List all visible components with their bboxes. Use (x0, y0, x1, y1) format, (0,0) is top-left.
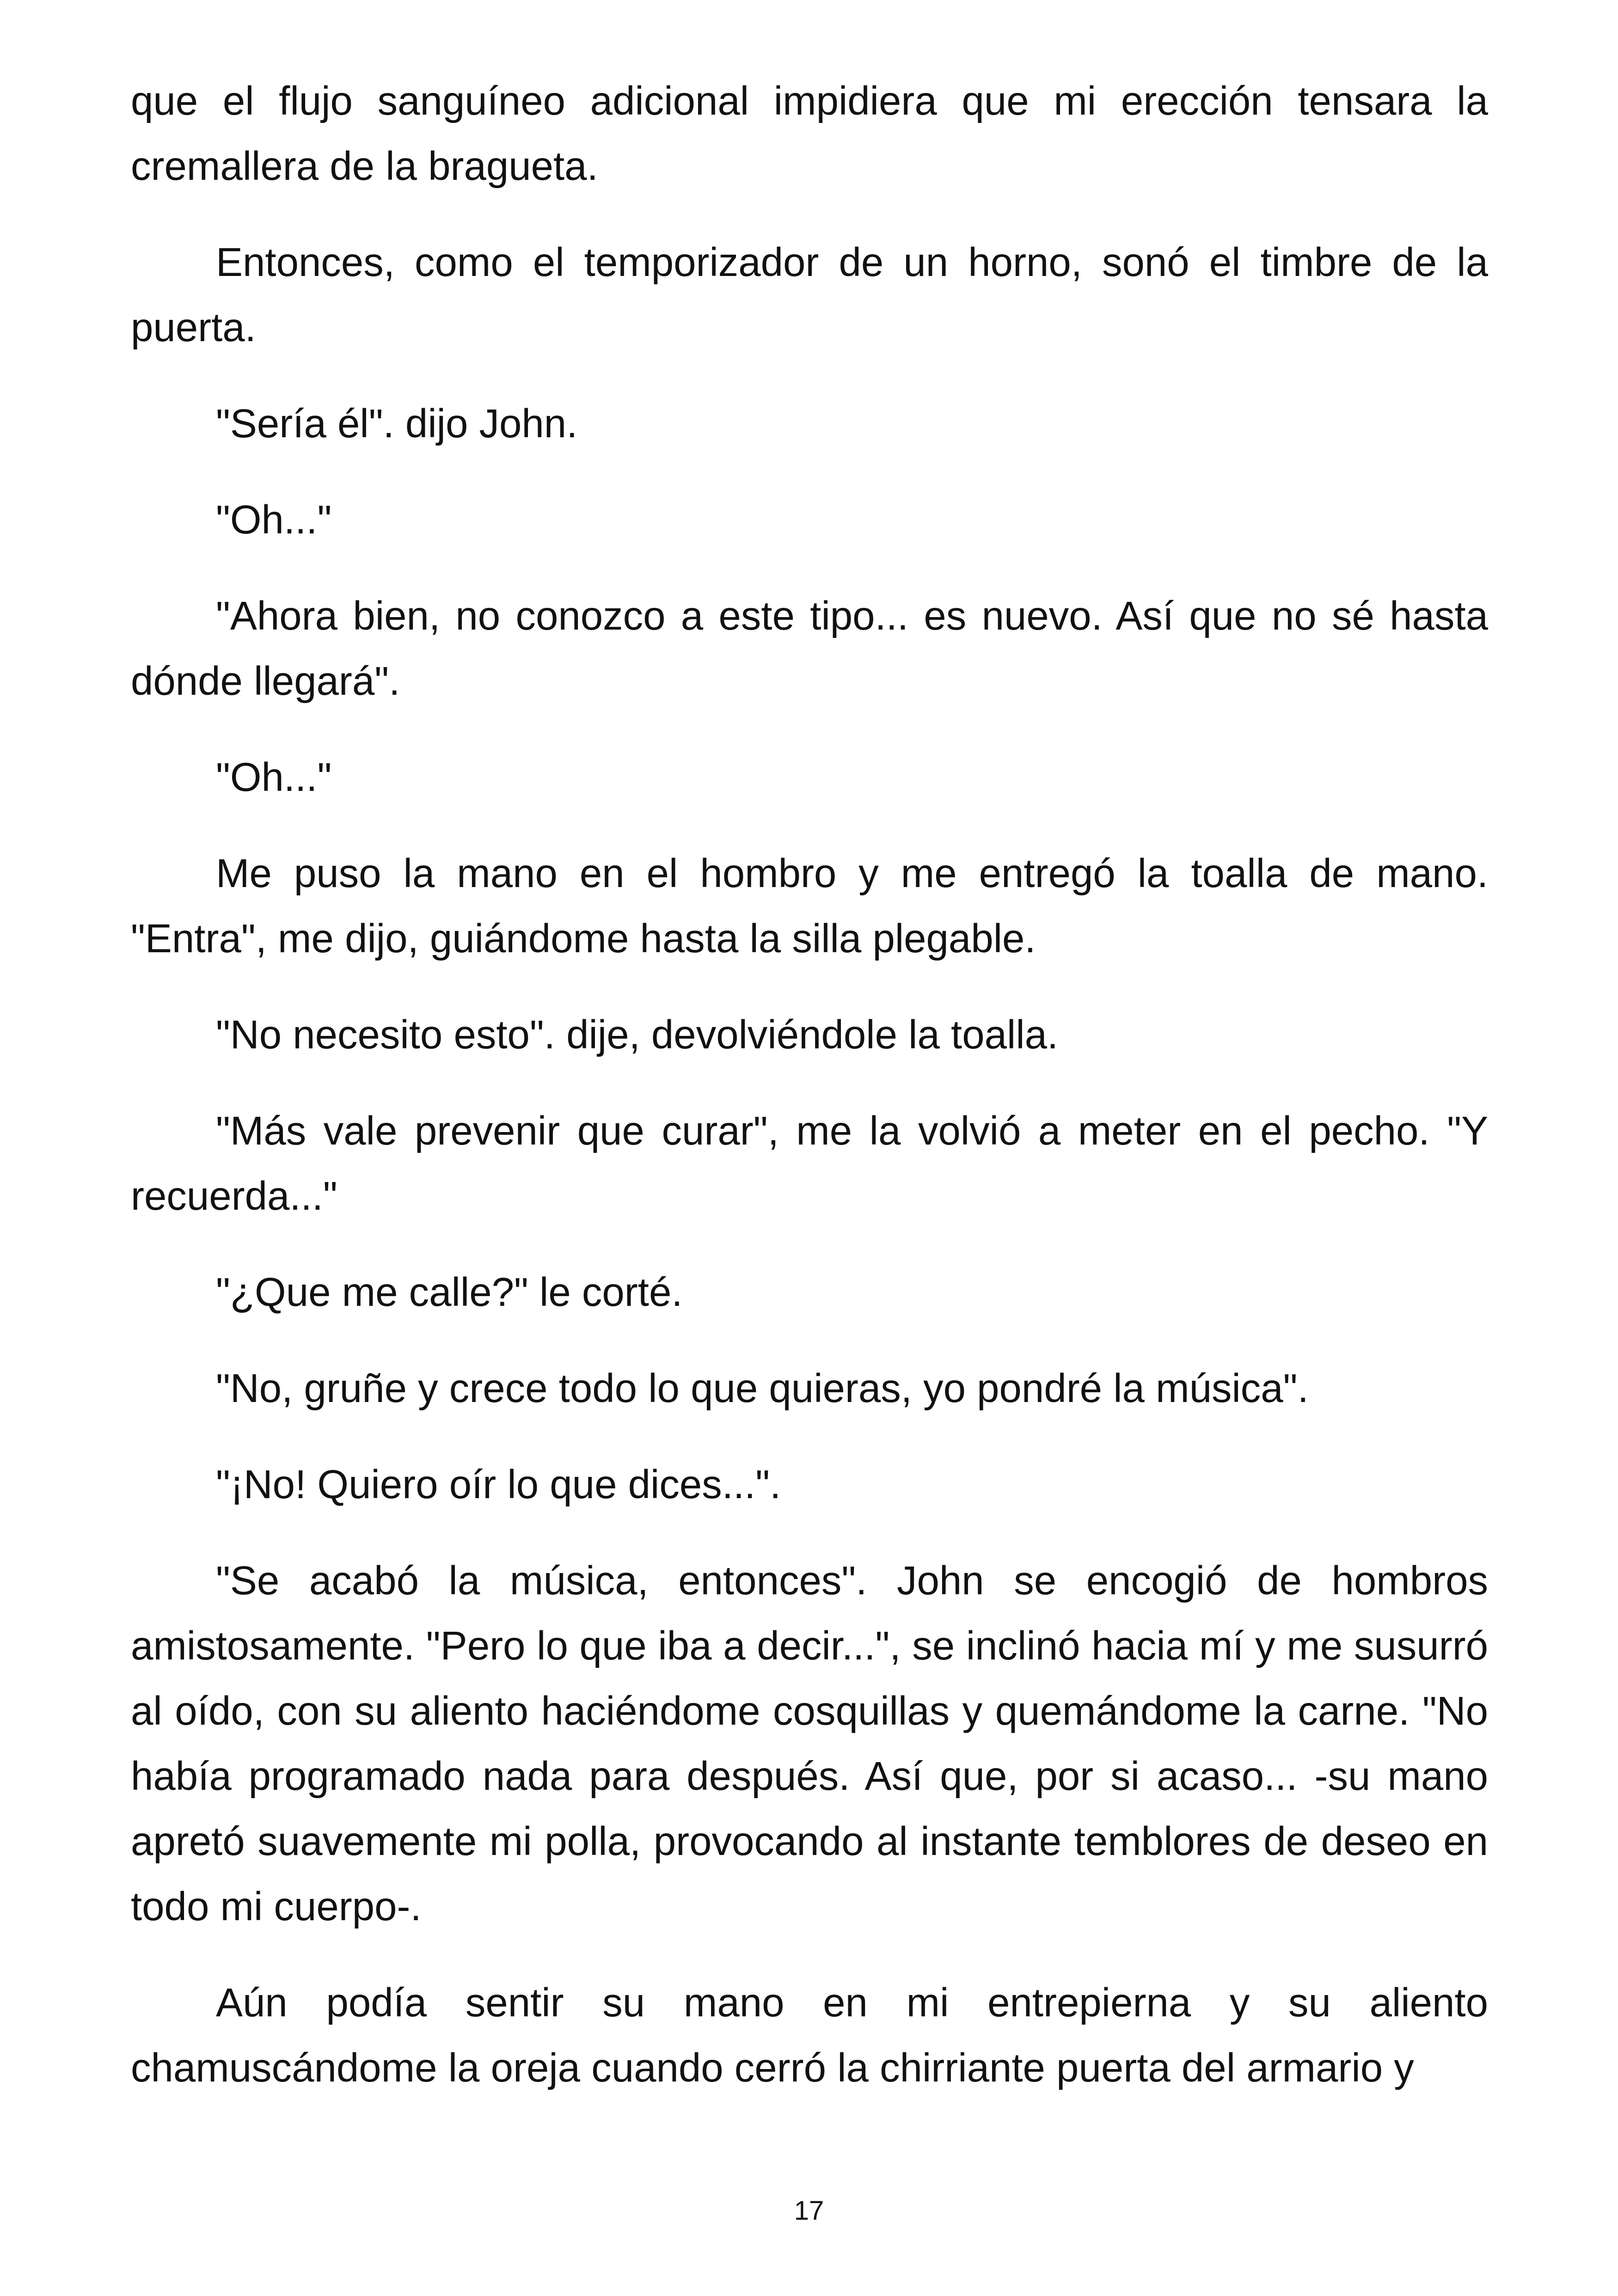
paragraph: "Oh..." (216, 755, 332, 800)
paragraph: Entonces, como el temporizador de un horno, sonó el timbre de la puerta. (131, 240, 1488, 350)
paragraph: "¡No! Quiero oír lo que dices...". (216, 1462, 781, 1507)
body-text (131, 68, 1488, 2131)
paragraph: "Más vale prevenir que curar", me la volvió a meter en el pecho. "Y recuerda..." (131, 1108, 1488, 1218)
page-number: 17 (794, 2196, 824, 2226)
paragraph: "No, gruñe y crece todo lo que quieras, yo pondré la música". (216, 1366, 1309, 1411)
paragraph: "No necesito esto". dije, devolviéndole la toalla. (216, 1012, 1059, 1057)
paragraph: que el flujo sanguíneo adicional impidiera que mi erección tensara la cremallera de la bragueta. (131, 79, 1488, 189)
paragraph: "Oh..." (216, 497, 332, 542)
paragraph: "Se acabó la música, entonces". John se encogió de hombros amistosamente. "Pero lo que iba a decir...", se inclinó hacia mí y me susurró al oído, con su aliento haciéndome cosquillas y quemándome la carne. "No había programado nada para después. Así que, por si acaso... -su mano apretó suavemente mi polla, provocando al instante temblores de deseo en todo mi cuerpo-. (131, 1558, 1488, 1929)
paragraph: "Ahora bien, no conozco a este tipo... es nuevo. Así que no sé hasta dónde llegará". (131, 594, 1488, 704)
paragraph: Me puso la mano en el hombro y me entregó la toalla de mano. "Entra", me dijo, guiándome hasta la silla plegable. (131, 851, 1488, 961)
paragraph: "¿Que me calle?" le corté. (216, 1270, 683, 1315)
paragraph: "Sería él". dijo John. (216, 401, 578, 446)
paragraph: Aún podía sentir su mano en mi entrepierna y su aliento chamuscándome la oreja cuando cerró la chirriante puerta del armario y (131, 1980, 1488, 2090)
